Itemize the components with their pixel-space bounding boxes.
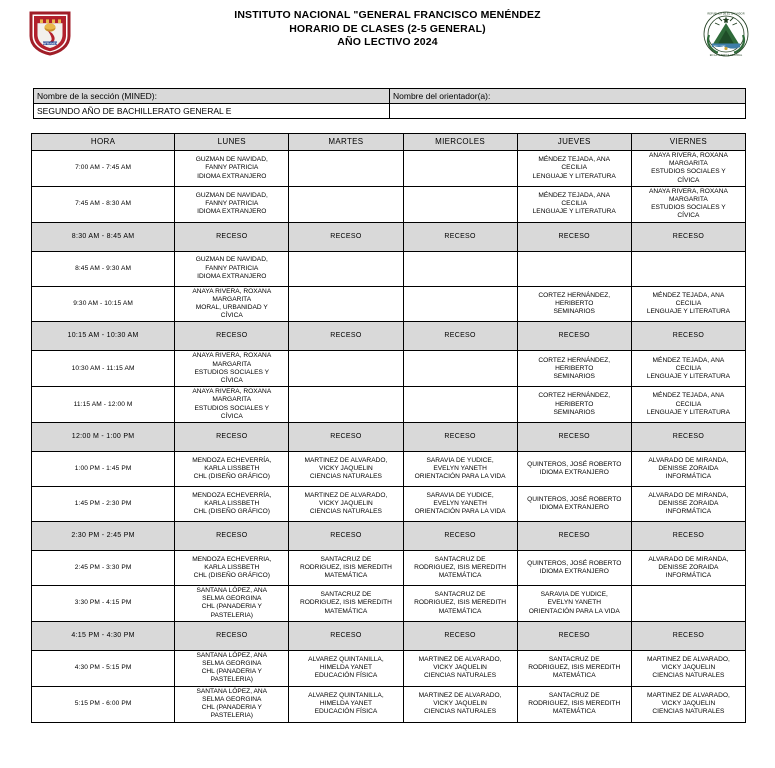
schedule-class-line: LENGUAJE Y LITERATURA [532, 208, 616, 216]
schedule-class-cell[interactable] [403, 186, 517, 222]
schedule-break-cell: RECESO [403, 621, 517, 650]
class-schedule-table [31, 133, 746, 723]
schedule-class-line: GUZMAN DE NAVIDAD, [195, 156, 268, 164]
schedule-class-row [32, 452, 746, 487]
schedule-break-row [32, 522, 746, 551]
schedule-class-line: CORTEZ HERNÁNDEZ, [538, 291, 611, 299]
schedule-break-row [32, 322, 746, 351]
schedule-class-line: VICKY JAQUELIN [661, 699, 716, 707]
schedule-class-cell[interactable] [175, 487, 289, 522]
schedule-class-line: EVELYN YANETH [433, 464, 487, 472]
schedule-class-line: MARGARITA [212, 295, 252, 303]
schedule-time-cell: 7:45 AM - 8:30 AM [32, 186, 175, 222]
schedule-class-line: LENGUAJE Y LITERATURA [532, 172, 616, 180]
schedule-class-line: LENGUAJE Y LITERATURA [646, 308, 730, 316]
schedule-class-line: ORIENTACIÓN PARA LA VIDA [414, 508, 506, 516]
schedule-time-cell: 1:00 PM - 1:45 PM [32, 452, 175, 487]
schedule-time-cell: 1:45 PM - 2:30 PM [32, 487, 175, 522]
schedule-break-cell: RECESO [403, 222, 517, 251]
schedule-break-cell: RECESO [289, 621, 403, 650]
schedule-class-line: IDIOMA EXTRANJERO [539, 504, 609, 512]
schedule-class-line: RODRIGUEZ, ISIS MEREDITH [299, 599, 392, 607]
schedule-class-cell[interactable] [631, 452, 745, 487]
schedule-class-cell[interactable] [289, 186, 403, 222]
schedule-time-cell: 2:45 PM - 3:30 PM [32, 551, 175, 586]
schedule-class-line: MARTINEZ DE ALVARADO, [304, 491, 388, 499]
schedule-time-cell: 9:30 AM - 10:15 AM [32, 286, 175, 322]
schedule-class-cell[interactable] [403, 452, 517, 487]
schedule-break-cell: RECESO [517, 222, 631, 251]
el-salvador-coat-of-arms-logo [701, 10, 751, 58]
schedule-class-line: LENGUAJE Y LITERATURA [646, 372, 730, 380]
schedule-class-line: CHL (DISEÑO GRÁFICO) [193, 508, 270, 516]
svg-text:REPUBLICA DE EL SALVADOR: REPUBLICA DE EL SALVADOR [707, 12, 745, 16]
schedule-time-cell: 4:15 PM - 4:30 PM [32, 621, 175, 650]
title-line-year: AÑO LECTIVO 2024 [337, 36, 438, 48]
schedule-col-header-martes: MARTES [289, 134, 403, 151]
schedule-class-line: CÍVICA [220, 312, 243, 320]
schedule-class-line: MÉNDEZ TEJADA, ANA [652, 291, 725, 299]
schedule-class-line: SANTACRUZ DE [548, 691, 600, 699]
schedule-class-line: MARTINEZ DE ALVARADO, [647, 691, 730, 699]
schedule-class-line: ANAYA RIVERA, ROXANA [648, 152, 728, 159]
orientador-name-label: Nombre del orientador(a): [390, 89, 746, 104]
schedule-class-cell[interactable] [403, 151, 517, 187]
schedule-break-cell: RECESO [289, 222, 403, 251]
schedule-class-line: CIENCIAS NATURALES [424, 672, 497, 680]
schedule-class-cell[interactable] [517, 351, 631, 387]
schedule-class-line: CIENCIAS NATURALES [309, 508, 382, 516]
schedule-class-cell[interactable] [517, 151, 631, 187]
schedule-class-line: GUZMAN DE NAVIDAD, [195, 191, 268, 199]
schedule-class-line: CIENCIAS NATURALES [309, 473, 382, 481]
schedule-class-cell[interactable] [517, 551, 631, 586]
schedule-class-line: MARTINEZ DE ALVARADO, [647, 655, 730, 663]
orientador-name-value[interactable] [390, 104, 746, 119]
schedule-col-header-lunes: LUNES [175, 134, 289, 151]
schedule-class-line: CECILIA [675, 299, 702, 307]
schedule-class-cell[interactable] [289, 251, 403, 286]
schedule-break-cell: RECESO [175, 322, 289, 351]
schedule-time-cell: 4:30 PM - 5:15 PM [32, 650, 175, 686]
schedule-class-cell[interactable] [631, 586, 745, 622]
schedule-class-line: FANNY PATRICIA [205, 264, 259, 272]
schedule-class-cell[interactable] [289, 351, 403, 387]
schedule-class-line: VICKY JAQUELIN [319, 499, 373, 507]
schedule-class-cell[interactable] [517, 251, 631, 286]
schedule-class-line: QUINTEROS, JOSÉ ROBERTO [527, 559, 622, 567]
schedule-class-line: VICKY JAQUELIN [319, 464, 373, 472]
schedule-class-line: HIMELDA YANET [319, 664, 372, 672]
schedule-class-line: CÍVICA [677, 212, 700, 220]
schedule-class-line: MÉNDEZ TEJADA, ANA [538, 156, 611, 164]
section-info-table [33, 88, 746, 119]
schedule-class-line: INFORMÁTICA [665, 572, 712, 580]
schedule-class-row [32, 151, 746, 187]
schedule-class-line: IDIOMA EXTRANJERO [539, 469, 609, 477]
schedule-class-cell[interactable] [403, 251, 517, 286]
schedule-class-line: MENDOZA ECHEVERRIA, [192, 555, 272, 563]
title-line-schedule: HORARIO DE CLASES (2-5 GENERAL) [289, 22, 486, 35]
schedule-class-row [32, 286, 746, 322]
schedule-break-row [32, 222, 746, 251]
schedule-class-line: CECILIA [675, 364, 702, 372]
schedule-class-cell[interactable] [289, 487, 403, 522]
schedule-class-line: SANTANA LÓPEZ, ANA [196, 587, 268, 595]
schedule-class-line: RODRIGUEZ, ISIS MEREDITH [414, 563, 507, 571]
schedule-break-cell: RECESO [403, 522, 517, 551]
schedule-class-cell[interactable] [631, 186, 745, 222]
schedule-class-cell[interactable] [403, 387, 517, 423]
schedule-class-row [32, 186, 746, 222]
schedule-class-cell[interactable] [403, 650, 517, 686]
schedule-break-cell: RECESO [289, 423, 403, 452]
schedule-class-line: QUINTEROS, JOSÉ ROBERTO [527, 495, 622, 503]
schedule-class-cell[interactable] [631, 387, 745, 423]
schedule-class-line: INFORMÁTICA [665, 473, 712, 481]
schedule-class-cell[interactable] [517, 286, 631, 322]
schedule-break-cell: RECESO [631, 222, 745, 251]
schedule-class-line: SANTACRUZ DE [434, 591, 486, 599]
schedule-class-line: INFORMÁTICA [665, 508, 712, 516]
schedule-class-line: FANNY PATRICIA [205, 200, 259, 208]
schedule-class-line: IDIOMA EXTRANJERO [197, 208, 267, 216]
schedule-time-cell: 5:15 PM - 6:00 PM [32, 686, 175, 722]
schedule-time-cell: 10:15 AM - 10:30 AM [32, 322, 175, 351]
schedule-break-cell: RECESO [517, 322, 631, 351]
schedule-class-line: ANAYA RIVERA, ROXANA [192, 388, 272, 396]
schedule-break-cell: RECESO [631, 522, 745, 551]
schedule-class-line: ANAYA RIVERA, ROXANA [192, 287, 272, 295]
schedule-break-row [32, 423, 746, 452]
schedule-class-line: ANAYA RIVERA, ROXANA [192, 352, 272, 360]
schedule-class-cell[interactable] [631, 487, 745, 522]
schedule-class-line: MARTINEZ DE ALVARADO, [304, 456, 388, 464]
schedule-break-cell: RECESO [631, 322, 745, 351]
schedule-class-line: FANNY PATRICIA [205, 164, 259, 172]
schedule-class-cell[interactable] [517, 387, 631, 423]
schedule-class-row [32, 551, 746, 586]
schedule-col-header-miercoles: MIERCOLES [403, 134, 517, 151]
schedule-class-cell[interactable] [517, 452, 631, 487]
schedule-class-line: HIMELDA YANET [319, 699, 372, 707]
schedule-class-line: ALVARADO DE MIRANDA, [648, 491, 729, 499]
schedule-class-line: MATEMÁTICA [552, 672, 596, 680]
schedule-class-cell[interactable] [175, 351, 289, 387]
schedule-class-line: IDIOMA EXTRANJERO [197, 172, 267, 180]
schedule-class-line: DENISSE ZORAIDA [658, 499, 719, 507]
schedule-class-line: ALVAREZ QUINTANILLA, [308, 655, 384, 663]
schedule-break-cell: RECESO [403, 423, 517, 452]
schedule-class-cell[interactable] [175, 586, 289, 622]
schedule-class-line: MORAL, URBANIDAD Y [195, 304, 268, 312]
schedule-class-cell[interactable] [289, 387, 403, 423]
schedule-time-cell: 12:00 M - 1:00 PM [32, 423, 175, 452]
schedule-class-line: MATEMÁTICA [438, 572, 482, 580]
schedule-class-cell[interactable] [517, 686, 631, 722]
schedule-col-header-jueves: JUEVES [517, 134, 631, 151]
schedule-time-cell: 2:30 PM - 2:45 PM [32, 522, 175, 551]
schedule-class-line: RODRIGUEZ, ISIS MEREDITH [528, 699, 621, 707]
title-line-institution: INSTITUTO NACIONAL "GENERAL FRANCISCO MENÉNDEZ [234, 9, 541, 21]
schedule-class-line: MARGARITA [212, 360, 252, 368]
schedule-class-line: SEMINARIOS [553, 408, 595, 416]
schedule-body [32, 151, 746, 723]
schedule-class-line: RODRIGUEZ, ISIS MEREDITH [528, 664, 621, 672]
schedule-class-line: SARAVIA DE YUDICE, [540, 591, 608, 599]
schedule-class-line: MATEMÁTICA [324, 607, 368, 615]
schedule-class-cell[interactable] [175, 151, 289, 187]
schedule-class-line: CIENCIAS NATURALES [424, 708, 497, 716]
schedule-class-cell[interactable] [631, 686, 745, 722]
schedule-break-cell: RECESO [403, 322, 517, 351]
schedule-class-line: DENISSE ZORAIDA [658, 563, 719, 571]
schedule-class-cell[interactable] [175, 650, 289, 686]
schedule-class-cell[interactable] [175, 186, 289, 222]
schedule-class-cell[interactable] [631, 251, 745, 286]
schedule-class-line: LENGUAJE Y LITERATURA [646, 408, 730, 416]
schedule-class-cell[interactable] [403, 351, 517, 387]
info-value-row [34, 104, 746, 119]
schedule-class-line: ORIENTACIÓN PARA LA VIDA [528, 607, 620, 615]
schedule-class-line: MARTINEZ DE ALVARADO, [418, 655, 502, 663]
schedule-class-cell[interactable] [631, 650, 745, 686]
schedule-class-line: DENISSE ZORAIDA [658, 464, 719, 472]
schedule-class-line: CÍVICA [677, 176, 700, 184]
schedule-class-line: SARAVIA DE YUDICE, [426, 491, 494, 499]
schedule-class-cell[interactable] [403, 487, 517, 522]
schedule-class-line: MENDOZA ECHEVERRÍA, [192, 456, 272, 464]
schedule-class-line: ALVARADO DE MIRANDA, [648, 555, 729, 563]
schedule-break-cell: RECESO [517, 621, 631, 650]
schedule-class-line: CHL (DISEÑO GRÁFICO) [193, 572, 270, 580]
schedule-class-cell[interactable] [289, 452, 403, 487]
schedule-class-line: SEMINARIOS [553, 372, 595, 380]
schedule-class-line: CHL (PANADERIA Y [201, 603, 262, 611]
schedule-class-cell[interactable] [517, 586, 631, 622]
schedule-class-line: KARLA LISSBETH [204, 499, 260, 507]
schedule-time-cell: 8:45 AM - 9:30 AM [32, 251, 175, 286]
schedule-class-cell[interactable] [631, 551, 745, 586]
schedule-col-header-hora: HORA [32, 134, 175, 151]
schedule-class-line: ESTUDIOS SOCIALES Y [651, 204, 726, 212]
page-title [0, 9, 775, 50]
schedule-class-cell[interactable] [175, 452, 289, 487]
schedule-class-cell[interactable] [289, 551, 403, 586]
schedule-class-line: SELMA GEORGINA [202, 660, 262, 668]
schedule-table-container [31, 133, 746, 723]
schedule-class-row [32, 686, 746, 722]
schedule-class-line: SANTANA LÓPEZ, ANA [196, 687, 268, 695]
schedule-class-line: CHL (PANADERIA Y [201, 668, 262, 676]
schedule-class-cell[interactable] [403, 686, 517, 722]
schedule-break-cell: RECESO [175, 621, 289, 650]
schedule-class-line: ESTUDIOS SOCIALES Y [651, 168, 726, 176]
schedule-time-cell: 8:30 AM - 8:45 AM [32, 222, 175, 251]
schedule-break-cell: RECESO [631, 621, 745, 650]
schedule-class-line: VICKY JAQUELIN [661, 664, 716, 672]
schedule-class-cell[interactable] [517, 650, 631, 686]
schedule-class-line: CHL (DISEÑO GRÁFICO) [193, 473, 270, 481]
schedule-class-cell[interactable] [175, 551, 289, 586]
schedule-class-cell[interactable] [175, 686, 289, 722]
schedule-class-line: CIENCIAS NATURALES [652, 708, 725, 716]
schedule-class-line: CORTEZ HERNÁNDEZ, [538, 392, 611, 400]
schedule-break-cell: RECESO [289, 322, 403, 351]
schedule-time-cell: 7:00 AM - 7:45 AM [32, 151, 175, 187]
schedule-class-line: IDIOMA EXTRANJERO [539, 568, 609, 576]
schedule-break-cell: RECESO [517, 423, 631, 452]
schedule-class-cell[interactable] [175, 387, 289, 423]
schedule-class-line: IDIOMA EXTRANJERO [197, 272, 267, 280]
schedule-break-cell: RECESO [517, 522, 631, 551]
schedule-class-cell[interactable] [289, 151, 403, 187]
schedule-class-line: CÍVICA [220, 377, 243, 385]
schedule-class-line: MENDOZA ECHEVERRÍA, [192, 491, 272, 499]
schedule-class-cell[interactable] [631, 151, 745, 187]
schedule-class-line: ORIENTACIÓN PARA LA VIDA [414, 473, 506, 481]
schedule-class-line: SANTACRUZ DE [548, 655, 600, 663]
document-header [0, 0, 775, 72]
schedule-class-line: MÉNDEZ TEJADA, ANA [538, 191, 611, 199]
schedule-time-cell: 3:30 PM - 4:15 PM [32, 586, 175, 622]
schedule-class-line: MÉNDEZ TEJADA, ANA [652, 356, 725, 364]
schedule-class-line: SANTACRUZ DE [320, 555, 372, 563]
schedule-class-line: ALVARADO DE MIRANDA, [648, 456, 729, 464]
schedule-class-row [32, 487, 746, 522]
schedule-class-row [32, 351, 746, 387]
schedule-class-line: CECILIA [675, 400, 702, 408]
schedule-class-cell[interactable] [175, 286, 289, 322]
schedule-class-line: VICKY JAQUELIN [433, 664, 487, 672]
info-header-row [34, 89, 746, 104]
schedule-class-line: ESTUDIOS SOCIALES Y [194, 404, 270, 412]
schedule-class-cell[interactable] [517, 487, 631, 522]
schedule-class-line: QUINTEROS, JOSÉ ROBERTO [527, 460, 622, 468]
svg-text:EN LA AMERICA CENTRAL: EN LA AMERICA CENTRAL [709, 54, 743, 58]
schedule-class-line: HERIBERTO [555, 299, 594, 307]
schedule-class-line: SEMINARIOS [553, 308, 595, 316]
schedule-class-line: MARTINEZ DE ALVARADO, [418, 691, 502, 699]
schedule-class-line: RODRIGUEZ, ISIS MEREDITH [414, 599, 507, 607]
schedule-break-row [32, 621, 746, 650]
schedule-class-line: MÉNDEZ TEJADA, ANA [652, 392, 725, 400]
schedule-class-line: MATEMÁTICA [324, 572, 368, 580]
schedule-class-line: ANAYA RIVERA, ROXANA [648, 187, 728, 195]
schedule-class-cell[interactable] [403, 551, 517, 586]
schedule-break-cell: RECESO [289, 522, 403, 551]
schedule-class-cell[interactable] [631, 286, 745, 322]
schedule-class-line: CÍVICA [220, 412, 243, 420]
schedule-col-header-viernes: VIERNES [631, 134, 745, 151]
section-name-value[interactable]: SEGUNDO AÑO DE BACHILLERATO GENERAL E [34, 104, 390, 119]
schedule-class-cell[interactable] [289, 286, 403, 322]
schedule-class-line: SELMA GEORGINA [202, 695, 262, 703]
schedule-class-line: CORTEZ HERNÁNDEZ, [538, 356, 611, 364]
schedule-class-cell[interactable] [403, 586, 517, 622]
schedule-class-line: HERIBERTO [555, 364, 594, 372]
schedule-class-line: RODRIGUEZ, ISIS MEREDITH [299, 563, 392, 571]
schedule-class-line: EDUCACIÓN FÍSICA [314, 672, 378, 680]
schedule-class-line: SANTANA LÓPEZ, ANA [196, 651, 268, 659]
schedule-break-cell: RECESO [631, 423, 745, 452]
schedule-class-line: CIENCIAS NATURALES [652, 672, 725, 680]
schedule-class-row [32, 650, 746, 686]
schedule-class-line: EDUCACIÓN FÍSICA [314, 708, 378, 716]
schedule-class-cell[interactable] [289, 586, 403, 622]
schedule-class-cell[interactable] [631, 351, 745, 387]
schedule-time-cell: 10:30 AM - 11:15 AM [32, 351, 175, 387]
schedule-class-cell[interactable] [517, 186, 631, 222]
schedule-class-line: CHL (PANADERIA Y [201, 704, 262, 712]
schedule-header-row [32, 134, 746, 151]
schedule-class-line: KARLA LISSBETH [204, 464, 260, 472]
schedule-break-cell: RECESO [175, 522, 289, 551]
schedule-class-line: GUZMAN DE NAVIDAD, [195, 256, 268, 264]
schedule-class-line: MATEMÁTICA [552, 708, 596, 716]
schedule-class-cell[interactable] [175, 251, 289, 286]
schedule-class-line: EVELYN YANETH [433, 499, 487, 507]
schedule-class-line: EVELYN YANETH [547, 599, 601, 607]
schedule-class-line: SARAVIA DE YUDICE, [426, 456, 494, 464]
schedule-class-line: MATEMÁTICA [438, 607, 482, 615]
schedule-break-cell: RECESO [175, 423, 289, 452]
schedule-class-line: SANTACRUZ DE [434, 555, 486, 563]
schedule-time-cell: 11:15 AM - 12:00 M [32, 387, 175, 423]
schedule-class-line: SANTACRUZ DE [320, 591, 372, 599]
schedule-class-line: PASTELERIA) [210, 611, 253, 619]
schedule-class-line: KARLA LISSBETH [204, 563, 260, 571]
schedule-break-cell: RECESO [175, 222, 289, 251]
schedule-class-line: CECILIA [561, 164, 588, 172]
schedule-class-line: CECILIA [561, 200, 588, 208]
schedule-class-cell[interactable] [289, 650, 403, 686]
schedule-class-line: MARGARITA [212, 396, 252, 404]
section-name-label: Nombre de la sección (MINED): [34, 89, 390, 104]
schedule-class-cell[interactable] [289, 686, 403, 722]
schedule-class-line: MARGARITA [669, 196, 708, 204]
schedule-class-line: ALVAREZ QUINTANILLA, [308, 691, 384, 699]
schedule-class-row [32, 586, 746, 622]
schedule-class-row [32, 251, 746, 286]
schedule-class-line: VICKY JAQUELIN [433, 699, 487, 707]
schedule-class-cell[interactable] [403, 286, 517, 322]
schedule-class-line: PASTELERIA) [210, 712, 253, 720]
schedule-class-line: SELMA GEORGINA [202, 595, 262, 603]
schedule-class-row [32, 387, 746, 423]
svg-text:INFRAMEN: INFRAMEN [42, 41, 58, 46]
schedule-class-line: HERIBERTO [555, 400, 594, 408]
schedule-class-line: ESTUDIOS SOCIALES Y [194, 368, 270, 376]
schedule-class-line: MARGARITA [669, 160, 708, 168]
schedule-class-line: PASTELERIA) [210, 676, 253, 684]
